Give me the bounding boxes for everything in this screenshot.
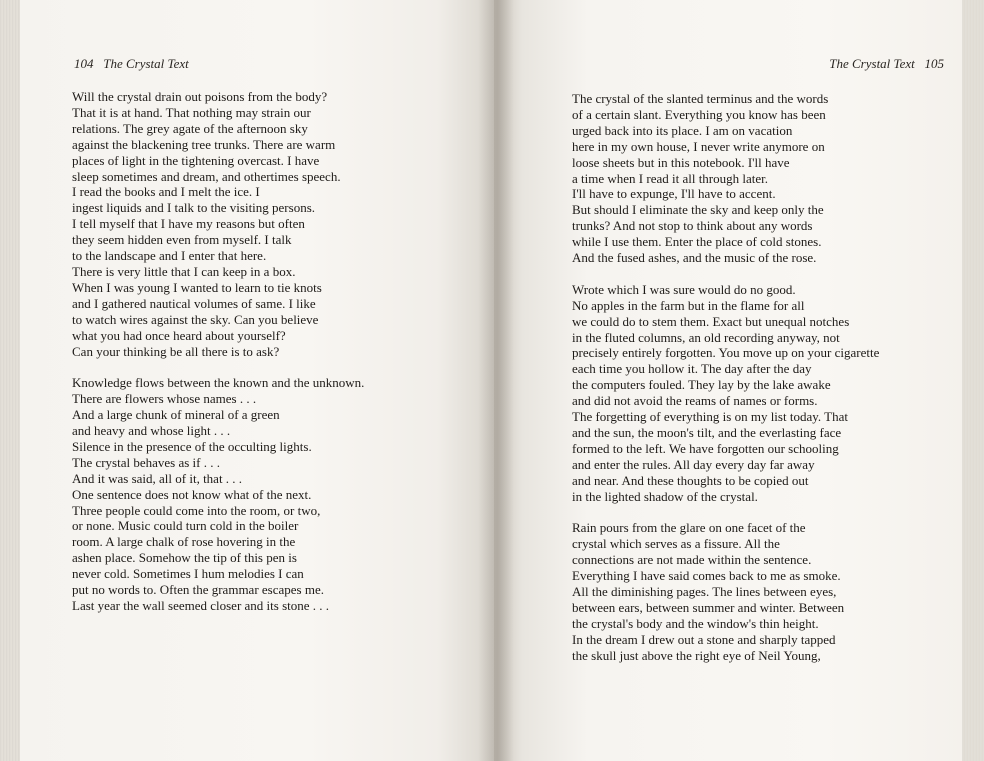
right-page-stanza bbox=[572, 282, 952, 505]
left-page-stanza bbox=[72, 375, 452, 614]
poem-line: ingest liquids and I talk to the visiting persons. bbox=[72, 200, 316, 216]
poem-line: Rain pours from the glare on one facet of the bbox=[572, 520, 806, 536]
poem-line: in the lighted shadow of the crystal. bbox=[572, 488, 758, 504]
poem-line: The crystal behaves as if . . . bbox=[72, 454, 221, 470]
poem-line: or none. Music could turn cold in the boiler bbox=[72, 518, 299, 534]
poem-line: relations. The grey agate of the afternoon sky bbox=[72, 120, 308, 136]
poem-line: to watch wires against the sky. Can you believe bbox=[72, 311, 319, 327]
poem-line: the crystal's body and the window's thin height. bbox=[572, 615, 819, 631]
page-edges-right bbox=[962, 0, 984, 761]
poem-line: and heavy and whose light . . . bbox=[72, 423, 231, 439]
poem-line: No apples in the farm but in the flame for all bbox=[572, 297, 805, 313]
poem-line: trunks? And not stop to think about any words bbox=[572, 218, 813, 234]
poem-line: while I use them. Enter the place of cold stones. bbox=[572, 234, 822, 250]
right-page-stanza bbox=[572, 520, 952, 663]
left-poem-text bbox=[72, 89, 452, 630]
poem-line: And it was said, all of it, that . . . bbox=[72, 470, 243, 486]
poem-line: There are flowers whose names . . . bbox=[72, 391, 257, 407]
poem-line: The forgetting of everything is on my list today. That bbox=[572, 409, 848, 425]
poem-line: Last year the wall seemed closer and its stone . . . bbox=[72, 597, 330, 613]
poem-line: That it is at hand. That nothing may strain our bbox=[72, 104, 311, 120]
poem-line: we could do to stem them. Exact but unequal notches bbox=[572, 313, 850, 329]
right-running-title: The Crystal Text bbox=[829, 56, 915, 71]
poem-line: I read the books and I melt the ice. I bbox=[72, 184, 260, 200]
poem-line: crystal which serves as a fissure. All the bbox=[572, 536, 780, 552]
poem-line: the skull just above the right eye of Neil Young, bbox=[572, 647, 821, 663]
poem-line: When I was young I wanted to learn to tie knots bbox=[72, 279, 322, 295]
poem-line: and did not avoid the reams of names or forms. bbox=[572, 393, 818, 409]
poem-line: Three people could come into the room, or two, bbox=[72, 502, 321, 518]
poem-line: And the fused ashes, and the music of the rose. bbox=[572, 250, 817, 266]
left-page bbox=[20, 0, 494, 761]
right-page bbox=[494, 0, 964, 761]
poem-line: and I gathered nautical volumes of same. I like bbox=[72, 295, 316, 311]
right-running-head bbox=[829, 56, 944, 72]
right-page-stanza bbox=[572, 91, 952, 266]
poem-line: Wrote which I was sure would do no good. bbox=[572, 281, 796, 297]
poem-line: loose sheets but in this notebook. I'll have bbox=[572, 154, 790, 170]
poem-line: I'll have to expunge, I'll have to accent. bbox=[572, 186, 776, 202]
poem-line: Silence in the presence of the occulting lights. bbox=[72, 438, 312, 454]
poem-line: But should I eliminate the sky and keep only the bbox=[572, 202, 824, 218]
poem-line: they seem hidden even from myself. I talk bbox=[72, 232, 292, 248]
poem-line: sleep sometimes and dream, and othertimes speech. bbox=[72, 168, 341, 184]
poem-line: connections are not made within the sentence. bbox=[572, 552, 812, 568]
poem-line: In the dream I drew out a stone and sharply tapped bbox=[572, 631, 836, 647]
poem-line: each time you hollow it. The day after the day bbox=[572, 361, 812, 377]
poem-line: never cold. Sometimes I hum melodies I can bbox=[72, 566, 304, 582]
poem-line: There is very little that I can keep in a box. bbox=[72, 263, 296, 279]
poem-line: the computers fouled. They lay by the lake awake bbox=[572, 377, 831, 393]
poem-line: The crystal of the slanted terminus and the words bbox=[572, 91, 829, 106]
poem-line: in the fluted columns, an old recording anyway, not bbox=[572, 329, 840, 345]
poem-line: Knowledge flows between the known and the unknown. bbox=[72, 375, 365, 391]
poem-line: precisely entirely forgotten. You move up on your cigarette bbox=[572, 345, 880, 361]
poem-line: here in my own house, I never write anymore on bbox=[572, 138, 825, 154]
poem-line: and enter the rules. All day every day far away bbox=[572, 456, 815, 472]
poem-line: and near. And these thoughts to be copied out bbox=[572, 472, 809, 488]
poem-line: ashen place. Somehow the tip of this pen is bbox=[72, 550, 297, 566]
poem-line: One sentence does not know what of the next. bbox=[72, 486, 312, 502]
poem-line: to the landscape and I enter that here. bbox=[72, 248, 267, 264]
poem-line: And a large chunk of mineral of a green bbox=[72, 407, 280, 423]
poem-line: of a certain slant. Everything you know has been bbox=[572, 106, 826, 122]
poem-line: put no words to. Often the grammar escapes me. bbox=[72, 582, 324, 598]
poem-line: a time when I read it all through later. bbox=[572, 170, 769, 186]
left-running-title: The Crystal Text bbox=[103, 56, 189, 71]
poem-line: what you had once heard about yourself? bbox=[72, 327, 286, 343]
left-page-stanza bbox=[72, 89, 452, 359]
poem-line: Will the crystal drain out poisons from the body? bbox=[72, 89, 328, 104]
poem-line: urged back into its place. I am on vacation bbox=[572, 122, 793, 138]
poem-line: I tell myself that I have my reasons but often bbox=[72, 216, 305, 232]
poem-line: room. A large chalk of rose hovering in the bbox=[72, 534, 296, 550]
poem-line: places of light in the tightening overcast. I have bbox=[72, 152, 320, 168]
poem-line: All the diminishing pages. The lines between eyes, bbox=[572, 584, 837, 600]
right-poem-text bbox=[572, 91, 952, 679]
poem-line: Can your thinking be all there is to ask? bbox=[72, 343, 280, 359]
poem-line: formed to the left. We have forgotten our schooling bbox=[572, 440, 839, 456]
poem-line: Everything I have said comes back to me as smoke. bbox=[572, 568, 841, 584]
poem-line: and the sun, the moon's tilt, and the everlasting face bbox=[572, 425, 842, 441]
left-running-head bbox=[74, 56, 189, 72]
left-page-number: 104 bbox=[74, 56, 94, 71]
right-page-number: 105 bbox=[924, 56, 944, 71]
poem-line: against the blackening tree trunks. There are warm bbox=[72, 136, 336, 152]
poem-line: between ears, between summer and winter. Between bbox=[572, 599, 845, 615]
